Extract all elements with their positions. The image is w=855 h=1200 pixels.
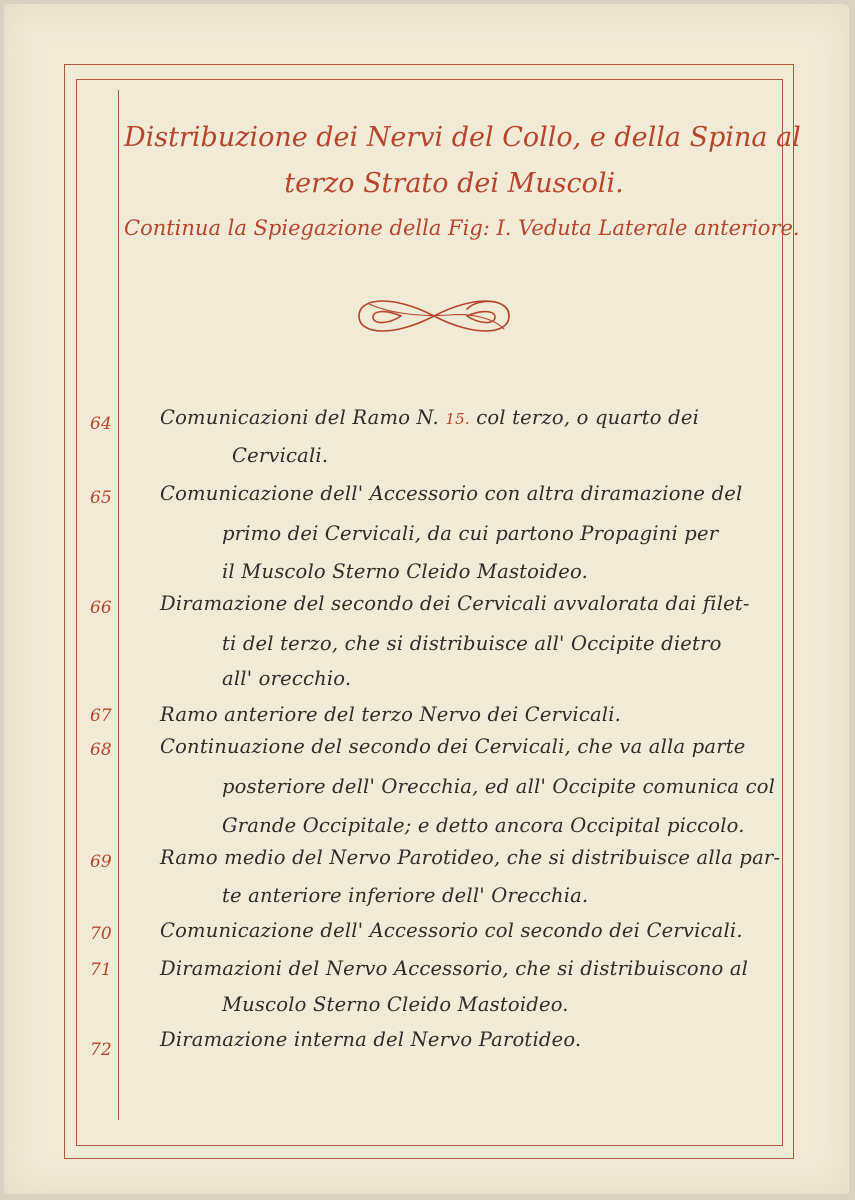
entry-number: 67 bbox=[90, 706, 112, 726]
entry-line: ti del terzo, che si distribuisce all' Occipite dietro bbox=[222, 632, 722, 655]
entry-line: all' orecchio. bbox=[222, 667, 352, 690]
entry-number: 66 bbox=[90, 598, 112, 618]
entry-number: 72 bbox=[90, 1040, 112, 1060]
entry-line: posteriore dell' Orecchia, ed all' Occipite comunica col bbox=[222, 775, 776, 798]
entry-line: primo dei Cervicali, da cui partono Propagini per bbox=[222, 522, 719, 545]
entry-line: Continuazione del secondo dei Cervicali, che va alla parte bbox=[160, 735, 746, 758]
entry-text: Comunicazioni del Ramo N. bbox=[160, 406, 439, 429]
entry-line: te anteriore inferiore dell' Orecchia. bbox=[222, 884, 589, 907]
entry-number: 71 bbox=[90, 960, 112, 980]
entry-number: 70 bbox=[90, 924, 112, 944]
nerve-number: 15. bbox=[445, 410, 470, 428]
entry-line: Muscolo Sterno Cleido Mastoideo. bbox=[222, 993, 569, 1016]
entry-line bbox=[160, 406, 699, 429]
entry-line: Grande Occipitale; e detto ancora Occipital piccolo. bbox=[222, 814, 745, 837]
subtitle: Continua la Spiegazione della Fig: I. Veduta Laterale anteriore. bbox=[124, 216, 800, 240]
entry-line: Cervicali. bbox=[232, 444, 329, 467]
entry-text: col terzo, o quarto dei bbox=[476, 406, 700, 429]
entry-line: Comunicazione dell' Accessorio con altra diramazione del bbox=[160, 482, 743, 505]
title-line-1: Distribuzione dei Nervi del Collo, e della Spina al bbox=[124, 122, 801, 153]
entry-number: 65 bbox=[90, 488, 112, 508]
margin-rule bbox=[118, 90, 119, 1120]
entry-line: Comunicazione dell' Accessorio col secondo dei Cervicali. bbox=[160, 919, 743, 942]
entry-line: Diramazioni del Nervo Accessorio, che si distribuiscono al bbox=[160, 957, 749, 980]
title-line-2: terzo Strato dei Muscoli. bbox=[284, 168, 624, 199]
entry-line: Ramo anteriore del terzo Nervo dei Cervicali. bbox=[160, 703, 622, 726]
flourish-ornament bbox=[349, 289, 519, 344]
entry-line: Diramazione del secondo dei Cervicali avvalorata dai filet- bbox=[160, 592, 750, 615]
entry-line: Diramazione interna del Nervo Parotideo. bbox=[160, 1028, 582, 1051]
entry-number: 69 bbox=[90, 852, 112, 872]
entry-line: Ramo medio del Nervo Parotideo, che si distribuisce alla par- bbox=[160, 846, 781, 869]
entry-number: 68 bbox=[90, 740, 112, 760]
entry-number: 64 bbox=[90, 414, 112, 434]
manuscript-page bbox=[4, 4, 849, 1194]
entry-line: il Muscolo Sterno Cleido Mastoideo. bbox=[222, 560, 588, 583]
